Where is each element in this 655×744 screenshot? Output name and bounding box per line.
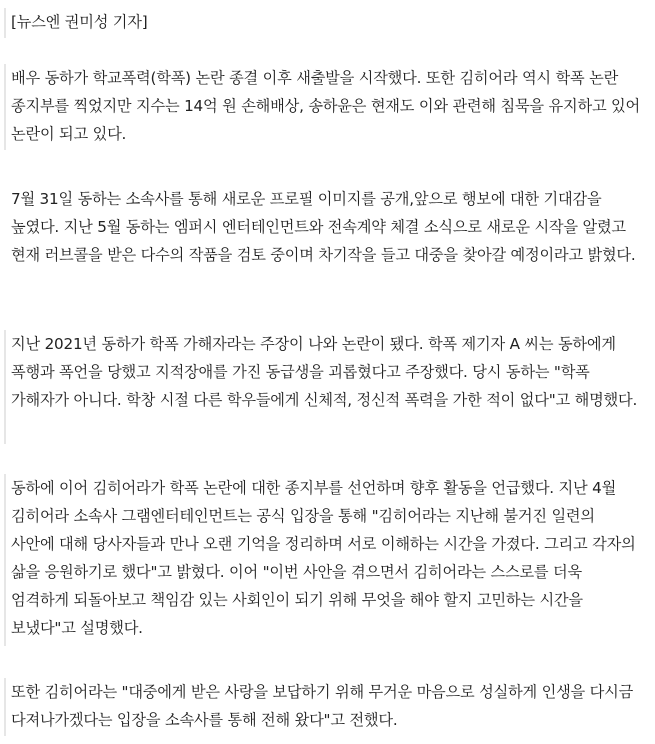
quote-bar (4, 678, 6, 736)
paragraph-3-block (0, 330, 655, 444)
paragraph: 배우 동하가 학교폭력(학폭) 논란 종결 이후 새출발을 시작했다. 또한 김히어라 역시 학폭 논란 종지부를 찍었지만 지수는 14억 원 손해배상, 송하윤은 현재도 이와 관련해 침묵을 유지하고 있어 논란이 되고 있다. (11, 69, 640, 143)
paragraph: 지난 2021년 동하가 학폭 가해자라는 주장이 나와 논란이 됐다. 학폭 제기자 A 씨는 동하에게 폭행과 폭언을 당했고 지적장애를 가진 동급생을 괴롭혔다고 주장했다. 당시 동하는 "학폭 가해자가 아니다. 학창 시절 다른 학우들에게 신체적, 정신적 폭력을 가한 적이 없다"고 해명했다. (11, 335, 638, 409)
byline: [뉴스엔 권미성 기자] (11, 13, 148, 31)
paragraph-4-block (0, 474, 655, 646)
paragraph-2-block (0, 185, 655, 299)
paragraph: 동하에 이어 김히어라가 학폭 논란에 대한 종지부를 선언하며 향후 활동을 언급했다. 지난 4월 김히어라 소속사 그램엔터테인먼트는 공식 입장을 통해 "김히어라는 지난해 불거진 일련의 사안에 대해 당사자들과 만나 오랜 기억을 정리하며 서로 이해하는 시간을 가졌다. 그리고 각자의 삶을 응원하기로 했다"고 밝혔다. 이어 "이번 사안을 겪으면서 김히어라는 스스로를 더욱 엄격하게 되돌아보고 책임감 있는 사회인이 되기 위해 무엇을 해야 할지 고민하는 시간을 보냈다"고 설명했다. (11, 479, 636, 637)
quote-bar (4, 8, 6, 38)
paragraph-1-block (0, 64, 655, 150)
paragraph: 또한 김히어라는 "대중에게 받은 사랑을 보답하기 위해 무거운 마음으로 성실하게 인생을 다시금 다져나가겠다는 입장을 소속사를 통해 전해 왔다"고 전했다. (11, 683, 634, 729)
quote-bar (4, 64, 6, 150)
quote-bar (4, 474, 6, 646)
paragraph-5-block (0, 678, 655, 736)
paragraph: 7월 31일 동하는 소속사를 통해 새로운 프로필 이미지를 공개,앞으로 행보에 대한 기대감을 높였다. 지난 5월 동하는 엠퍼시 엔터테인먼트와 전속계약 체결 소식으로 새로운 시작을 알렸고 현재 러브콜을 받은 다수의 작품을 검토 중이며 차기작을 들고 대중을 찾아갈 예정이라고 밝혔다. (11, 190, 636, 264)
byline-block (0, 8, 655, 38)
quote-bar (4, 330, 6, 444)
